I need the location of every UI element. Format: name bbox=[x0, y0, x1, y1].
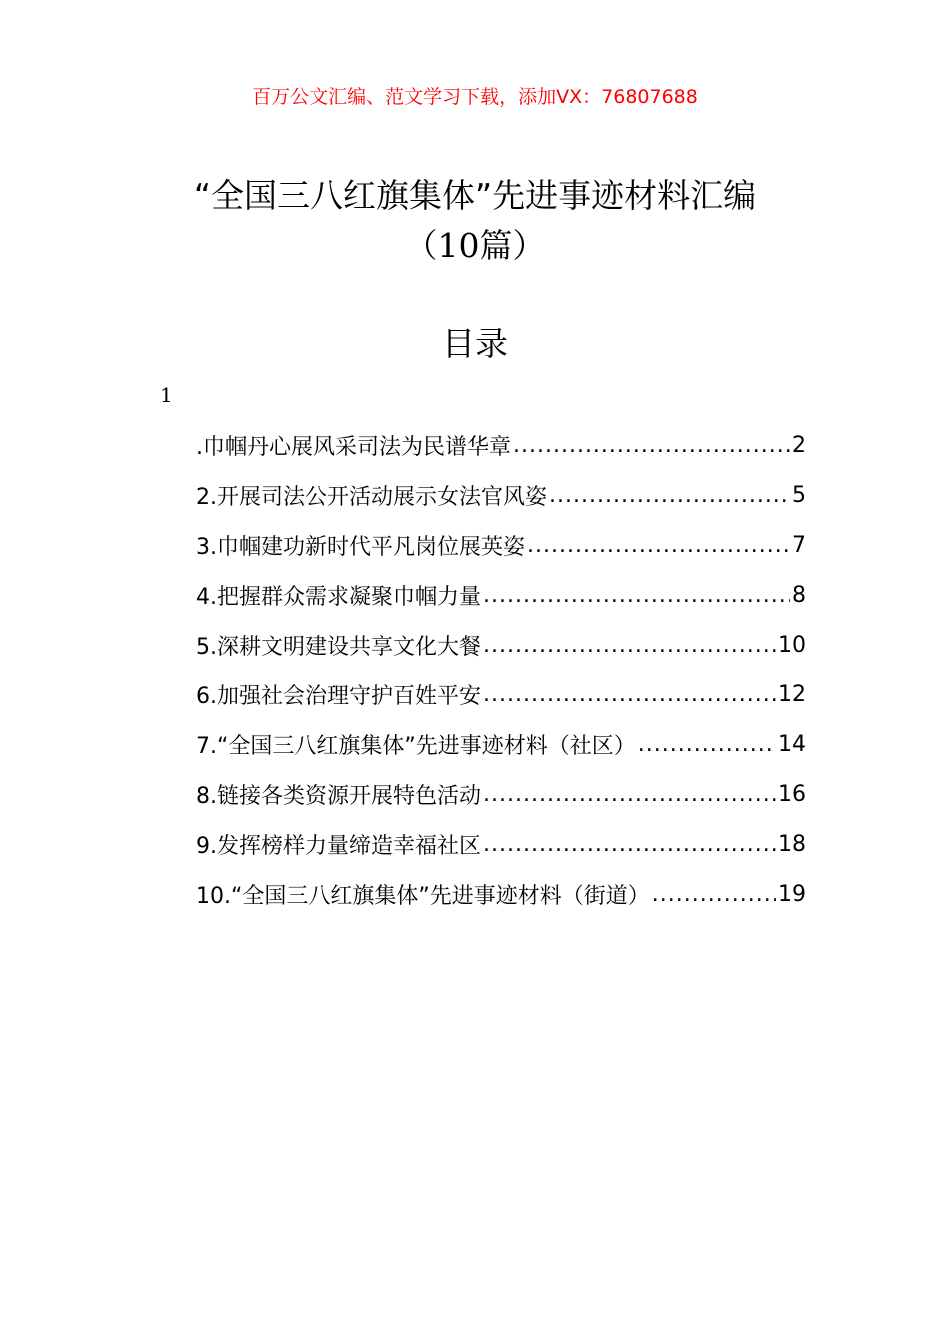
document-title: “全国三八红旗集体”先进事迹材料汇编 bbox=[193, 176, 757, 215]
toc-entry-page: 2 bbox=[792, 433, 806, 459]
toc-entry-page: 16 bbox=[778, 781, 806, 807]
subtitle-rest: 篇） bbox=[479, 226, 546, 265]
toc-entry-title: 6.加强社会治理守护百姓平安 bbox=[196, 684, 481, 710]
toc-entry[interactable] bbox=[196, 521, 806, 571]
toc-entry-leader bbox=[483, 782, 776, 807]
stray-number-mark: 1 bbox=[160, 383, 173, 407]
toc-entry-title: .巾帼丹心展风采司法为民谱华章 bbox=[196, 435, 511, 461]
header-note: 百万公文汇编、范文学习下载，添加VX：76807688 bbox=[252, 86, 698, 108]
subtitle-number: 10 bbox=[437, 226, 480, 265]
toc-entry[interactable] bbox=[196, 770, 806, 820]
toc-entry-page: 14 bbox=[778, 732, 806, 758]
toc-entry[interactable] bbox=[196, 471, 806, 521]
toc-entry-leader bbox=[652, 882, 776, 907]
toc-entry-page: 8 bbox=[792, 582, 806, 608]
toc-entry-title: 5.深耕文明建设共享文化大餐 bbox=[196, 634, 481, 660]
document-subtitle bbox=[0, 222, 950, 270]
subtitle-open-paren: （ bbox=[404, 226, 438, 265]
toc-entry-title: 2.开展司法公开活动展示女法官风姿 bbox=[196, 485, 547, 511]
toc-entry-page: 19 bbox=[778, 881, 806, 907]
toc-entry-title: 7.“全国三八红旗集体”先进事迹材料（社区） bbox=[196, 734, 636, 760]
toc-heading: 目录 bbox=[442, 324, 508, 363]
toc-entry-title: 9.发挥榜样力量缔造幸福社区 bbox=[196, 833, 481, 859]
toc-entry-page: 7 bbox=[792, 532, 806, 558]
toc-entry-page: 10 bbox=[778, 632, 806, 658]
toc-entry[interactable] bbox=[196, 570, 806, 620]
toc-entry-leader bbox=[549, 483, 790, 508]
toc-entry-leader bbox=[527, 533, 790, 558]
toc-entry-leader bbox=[483, 583, 790, 608]
toc-entry-title: 10.“全国三八红旗集体”先进事迹材料（街道） bbox=[196, 883, 650, 909]
toc-entry[interactable] bbox=[196, 819, 806, 869]
toc-entry-title: 8.链接各类资源开展特色活动 bbox=[196, 783, 481, 809]
toc-entry-leader bbox=[483, 832, 776, 857]
toc-entry[interactable] bbox=[196, 720, 806, 770]
table-of-contents bbox=[196, 421, 806, 919]
toc-entry[interactable] bbox=[196, 421, 806, 471]
toc-entry-title: 3.巾帼建功新时代平凡岗位展英姿 bbox=[196, 534, 525, 560]
toc-entry[interactable] bbox=[196, 869, 806, 919]
toc-entry-leader bbox=[483, 682, 776, 707]
toc-entry-leader bbox=[638, 732, 776, 757]
toc-entry[interactable] bbox=[196, 670, 806, 720]
toc-entry-leader bbox=[483, 633, 776, 658]
toc-entry-page: 5 bbox=[792, 483, 806, 509]
toc-entry-title: 4.把握群众需求凝聚巾帼力量 bbox=[196, 584, 481, 610]
toc-entry-page: 12 bbox=[778, 682, 806, 708]
toc-entry-page: 18 bbox=[778, 831, 806, 857]
toc-entry[interactable] bbox=[196, 620, 806, 670]
toc-entry-leader bbox=[513, 433, 790, 458]
